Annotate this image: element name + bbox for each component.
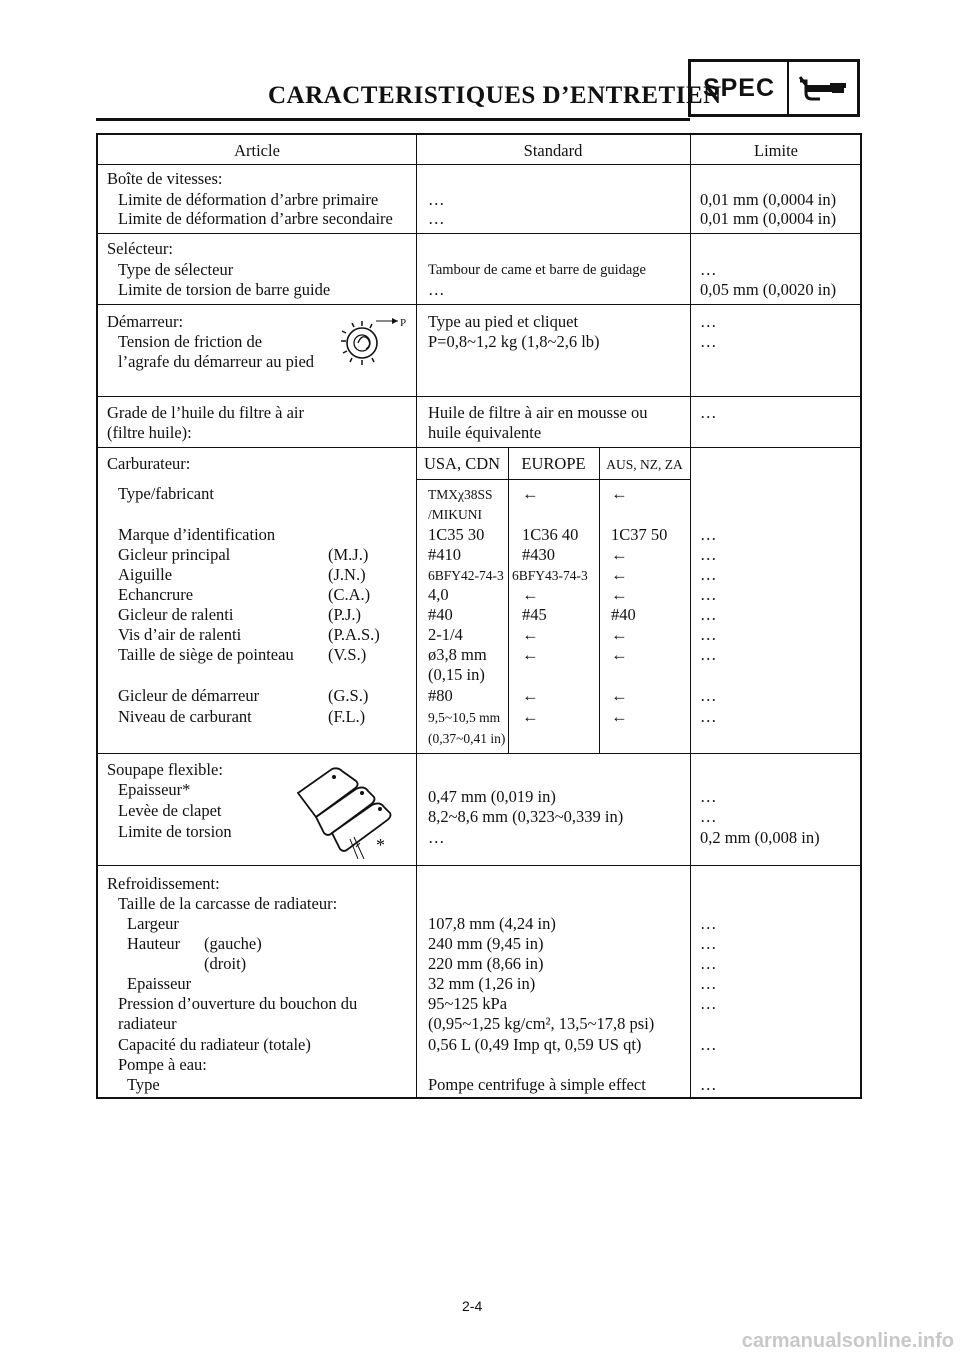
spec-table	[96, 133, 862, 1099]
gearbox-row-label: Limite de déformation d’arbre secondaire	[118, 209, 393, 228]
carb-row-europe: ←	[522, 585, 539, 604]
cooling-pump-type-standard: Pompe centrifuge à simple effect	[428, 1075, 646, 1094]
carb-row-aus: ←	[611, 686, 628, 705]
carb-row-label: Vis d’air de ralenti	[118, 625, 242, 644]
reed-row-standard: 0,47 mm (0,019 in)	[428, 787, 556, 806]
gearbox-row-standard: …	[428, 190, 445, 209]
carb-row-europe: 1C36 40	[522, 525, 579, 544]
carb-row-europe: ←	[522, 625, 539, 644]
carb-row-limit: …	[700, 605, 717, 624]
carb-row-limit: …	[700, 625, 717, 644]
column-divider	[416, 135, 417, 1099]
region-header-europe: EUROPE	[521, 454, 586, 473]
cooling-title: Refroidissement:	[107, 874, 220, 893]
air-filter-label: (filtre huile):	[107, 423, 192, 442]
cooling-pump-type-limit: …	[700, 1075, 717, 1094]
selector-row-standard: …	[428, 280, 445, 299]
carb-row-europe: ←	[522, 707, 539, 726]
carb-type-usa: TMXχ38SS	[428, 487, 493, 502]
starter-line: Tension de friction de	[118, 332, 263, 351]
cooling-width-standard: 107,8 mm (4,24 in)	[428, 914, 556, 933]
carb-row-limit: …	[700, 707, 717, 726]
carb-row-label: Gicleur de ralenti	[118, 605, 234, 624]
carb-row-usa: (0,15 in)	[428, 665, 485, 684]
page-title: CARACTERISTIQUES D’ENTRETIEN	[268, 82, 722, 109]
carb-row-usa: 4,0	[428, 585, 449, 604]
carb-row-europe: ←	[522, 686, 539, 705]
reed-row-limit: …	[700, 787, 717, 806]
starter-limit: …	[700, 312, 717, 331]
row-divider	[98, 753, 862, 754]
carb-row-code: (M.J.)	[328, 545, 369, 564]
carb-row-aus: ←	[611, 645, 628, 664]
cooling-width-label: Largeur	[127, 914, 179, 933]
cooling-pump-type-label: Type	[127, 1075, 160, 1094]
cooling-height-label: Hauteur	[127, 934, 181, 953]
carb-row-code: (C.A.)	[328, 585, 371, 604]
region-header-aus: AUS, NZ, ZA	[606, 457, 683, 472]
carb-row-aus: #40	[611, 605, 636, 624]
cooling-capacity-limit: …	[700, 1035, 717, 1054]
carb-row-limit: …	[700, 686, 717, 705]
reed-row-standard: 8,2~8,6 mm (0,323~0,339 in)	[428, 807, 624, 826]
row-divider	[98, 447, 862, 448]
cooling-height-right-standard: 220 mm (8,66 in)	[428, 954, 544, 973]
column-header-limit: Limite	[754, 141, 798, 160]
air-filter-standard: Huile de filtre à air en mousse ou	[428, 403, 648, 422]
cooling-capacity-standard: 0,56 L (0,49 Imp qt, 0,59 US qt)	[428, 1035, 642, 1054]
carb-type-aus: ←	[611, 484, 628, 503]
cooling-thickness-label: Epaisseur	[127, 974, 192, 993]
carb-row-code: (V.S.)	[328, 645, 367, 664]
cooling-cap-label: Pression d’ouverture du bouchon du	[118, 994, 358, 1013]
carb-row-limit: …	[700, 565, 717, 584]
carb-row-code: (F.L.)	[328, 707, 366, 726]
row-divider	[98, 396, 862, 397]
carb-row-label: Taille de siège de pointeau	[118, 645, 294, 664]
cooling-height-left-standard: 240 mm (9,45 in)	[428, 934, 544, 953]
cooling-cap-standard: (0,95~1,25 kg/cm², 13,5~17,8 psi)	[428, 1014, 655, 1033]
row-divider	[98, 865, 862, 866]
caliper-gauge-icon	[796, 73, 850, 103]
carb-row-europe: ←	[522, 645, 539, 664]
spec-badge	[688, 59, 860, 117]
carb-row-usa: 6BFY42-74-3	[428, 568, 504, 583]
carb-row-label: Gicleur principal	[118, 545, 231, 564]
column-header-article: Article	[234, 141, 280, 160]
carb-header-divider	[416, 479, 690, 480]
carb-row-label: Niveau de carburant	[118, 707, 252, 726]
starter-line: l’agrafe du démarreur au pied	[118, 352, 315, 371]
reed-row-limit: …	[700, 807, 717, 826]
air-filter-standard: huile équivalente	[428, 423, 542, 442]
selector-row-limit: …	[700, 260, 717, 279]
carb-row-usa: #410	[428, 545, 461, 564]
carb-row-limit: …	[700, 645, 717, 664]
header-rule	[96, 118, 690, 121]
row-divider	[98, 304, 862, 305]
starter-standard: P=0,8~1,2 kg (1,8~2,6 lb)	[428, 332, 600, 351]
gearbox-row-standard: …	[428, 209, 445, 228]
reed-row-label: Levèe de clapet	[118, 801, 222, 820]
carb-row-limit: …	[700, 545, 717, 564]
starter-title: Démarreur:	[107, 312, 184, 331]
carb-row-aus: ←	[611, 565, 628, 584]
selector-row-label: Limite de torsion de barre guide	[118, 280, 331, 299]
carb-row-aus: ←	[611, 625, 628, 644]
carb-row-aus: ←	[611, 545, 628, 564]
cooling-capacity-label: Capacité du radiateur (totale)	[118, 1035, 311, 1054]
carb-row-label: Gicleur de démarreur	[118, 686, 260, 705]
carb-row-limit: …	[700, 585, 717, 604]
carb-row-limit: …	[700, 525, 717, 544]
reed-figure-label: *	[376, 835, 385, 855]
gearbox-row-label: Limite de déformation d’arbre primaire	[118, 190, 379, 209]
carburetor-title: Carburateur:	[107, 454, 191, 473]
carb-row-label: Aiguille	[118, 565, 173, 584]
reed-row-label: Limite de torsion	[118, 822, 232, 841]
carb-row-usa: #80	[428, 686, 453, 705]
carb-row-europe: #430	[522, 545, 555, 564]
gearbox-title: Boîte de vitesses:	[107, 169, 223, 188]
reed-title: Soupape flexible:	[107, 760, 223, 779]
region-header-usa: USA, CDN	[423, 454, 501, 473]
carb-type-label: Type/fabricant	[118, 484, 214, 503]
air-filter-label: Grade de l’huile du filtre à air	[107, 403, 304, 422]
cooling-height-left-limit: …	[700, 934, 717, 953]
cooling-height-right: (droit)	[204, 954, 247, 973]
cooling-core-title: Taille de la carcasse de radiateur:	[118, 894, 338, 913]
carb-type-usa: /MIKUNI	[428, 507, 482, 522]
carb-row-europe: 6BFY43-74-3	[512, 568, 588, 583]
cooling-pump-title: Pompe à eau:	[118, 1055, 207, 1074]
cooling-width-limit: …	[700, 914, 717, 933]
carb-row-usa: 2-1/4	[428, 625, 463, 644]
selector-row-label: Type de sélecteur	[118, 260, 234, 279]
selector-row-limit: 0,05 mm (0,0020 in)	[700, 280, 837, 299]
carb-row-usa: 1C35 30	[428, 525, 485, 544]
carb-row-label: Echancrure	[118, 585, 194, 604]
air-filter-limit: …	[700, 403, 717, 422]
reed-row-label: Epaisseur*	[118, 780, 191, 799]
gearbox-row-limit: 0,01 mm (0,0004 in)	[700, 209, 837, 228]
carb-column-divider	[508, 448, 509, 754]
reed-row-standard: …	[428, 828, 445, 847]
reed-valve-figure	[294, 763, 406, 859]
carb-row-usa: (0,37~0,41 in)	[428, 731, 506, 746]
cooling-thickness-limit: …	[700, 974, 717, 993]
cooling-cap-label: radiateur	[118, 1014, 177, 1033]
spec-badge-label: SPEC	[691, 62, 789, 114]
carb-column-divider	[599, 448, 600, 754]
page-number: 2-4	[462, 1298, 483, 1314]
selector-title: Selécteur:	[107, 239, 173, 258]
cooling-cap-limit: …	[700, 994, 717, 1013]
carb-row-usa: ø3,8 mm	[428, 645, 487, 664]
cooling-height-left: (gauche)	[204, 934, 262, 953]
spec-icon-cell	[789, 62, 857, 114]
starter-standard: Type au pied et cliquet	[428, 312, 579, 331]
carb-row-code: (J.N.)	[328, 565, 366, 584]
carb-row-aus: ←	[611, 707, 628, 726]
starter-figure-label: P	[400, 317, 407, 329]
carb-row-code: (P.J.)	[328, 605, 362, 624]
carb-row-aus: 1C37 50	[611, 525, 668, 544]
row-divider	[98, 233, 862, 234]
column-header-standard: Standard	[523, 141, 583, 160]
carb-row-usa: 9,5~10,5 mm	[428, 710, 501, 725]
gearbox-row-limit: 0,01 mm (0,0004 in)	[700, 190, 837, 209]
cooling-cap-standard: 95~125 kPa	[428, 994, 508, 1013]
carb-row-usa: #40	[428, 605, 453, 624]
carb-row-aus: ←	[611, 585, 628, 604]
starter-limit: …	[700, 332, 717, 351]
row-divider	[98, 164, 862, 165]
carb-row-europe: #45	[522, 605, 547, 624]
carb-row-label: Marque d’identification	[118, 525, 276, 544]
carb-row-code: (G.S.)	[328, 686, 369, 705]
footer-watermark: carmanualsonline.info	[741, 1330, 954, 1352]
column-divider	[690, 135, 691, 1099]
cooling-thickness-standard: 32 mm (1,26 in)	[428, 974, 536, 993]
reed-row-limit: 0,2 mm (0,008 in)	[700, 828, 820, 847]
carb-type-europe: ←	[522, 484, 539, 503]
cooling-height-right-limit: …	[700, 954, 717, 973]
selector-row-standard: Tambour de came et barre de guidage	[428, 262, 646, 278]
carb-row-code: (P.A.S.)	[328, 625, 380, 644]
